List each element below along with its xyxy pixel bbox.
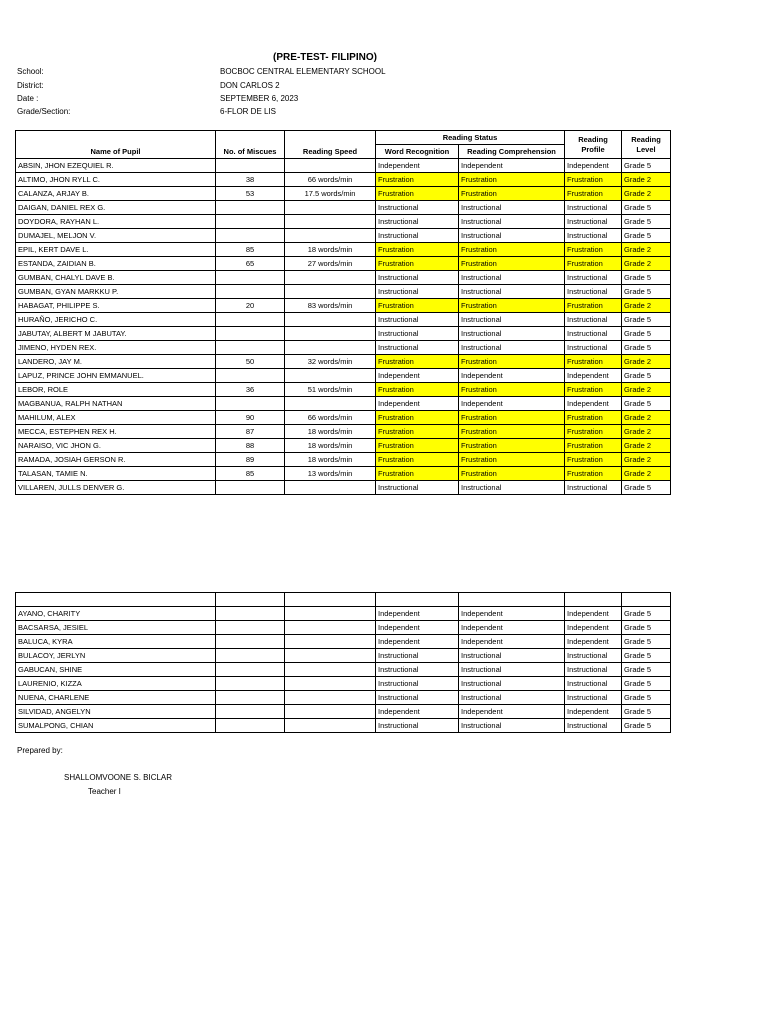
pupil-name-cell: CALANZA, ARJAY B. (16, 187, 216, 201)
reading-level-cell: Grade 2 (622, 453, 671, 467)
reading-level-cell: Grade 2 (622, 425, 671, 439)
reading-profile-cell: Instructional (565, 481, 622, 495)
table-row (16, 159, 671, 173)
table-row (16, 271, 671, 285)
reading-level-cell: Grade 5 (622, 719, 671, 733)
reading-comprehension-cell: Independent (459, 635, 565, 649)
reading-profile-cell: Instructional (565, 229, 622, 243)
reading-comprehension-cell: Independent (459, 621, 565, 635)
miscues-cell: 89 (216, 453, 285, 467)
pupil-name-cell: AYANO, CHARITY (16, 607, 216, 621)
word-recognition-cell: Instructional (376, 313, 459, 327)
pupil-name-cell: VILLAREN, JULLS DENVER G. (16, 481, 216, 495)
pupil-name-cell: MAGBANUA, RALPH NATHAN (16, 397, 216, 411)
reading-profile-cell: Instructional (565, 719, 622, 733)
table-row (16, 621, 671, 635)
reading-results-table-2 (15, 592, 671, 733)
reading-speed-cell (285, 397, 376, 411)
miscues-cell (216, 341, 285, 355)
header-reading-comprehension: Reading Comprehension (459, 145, 565, 159)
reading-speed-cell (285, 677, 376, 691)
reading-level-cell: Grade 2 (622, 355, 671, 369)
header-name: Name of Pupil (16, 131, 216, 159)
miscues-cell (216, 705, 285, 719)
pupil-name-cell: BULACOY, JERLYN (16, 649, 216, 663)
signatory-role: Teacher I (88, 787, 121, 796)
miscues-cell (216, 691, 285, 705)
reading-comprehension-cell: Instructional (459, 271, 565, 285)
reading-profile-cell: Independent (565, 159, 622, 173)
miscues-cell: 85 (216, 243, 285, 257)
reading-profile-cell: Instructional (565, 271, 622, 285)
reading-comprehension-cell: Frustration (459, 383, 565, 397)
reading-level-cell: Grade 5 (622, 327, 671, 341)
reading-profile-cell: Frustration (565, 243, 622, 257)
reading-speed-cell: 51 words/min (285, 383, 376, 397)
reading-profile-cell: Independent (565, 607, 622, 621)
reading-comprehension-cell: Instructional (459, 663, 565, 677)
pupil-name-cell: LEBOR, ROLE (16, 383, 216, 397)
pupil-name-cell: SILVIDAD, ANGELYN (16, 705, 216, 719)
reading-level-cell: Grade 5 (622, 677, 671, 691)
reading-speed-cell (285, 649, 376, 663)
reading-speed-cell (285, 719, 376, 733)
reading-speed-cell (285, 663, 376, 677)
signatory-name: SHALLOMVOONE S. BICLAR (64, 773, 173, 782)
reading-level-cell: Grade 5 (622, 705, 671, 719)
table-row (16, 341, 671, 355)
reading-level-cell: Grade 5 (622, 607, 671, 621)
district-value: DON CARLOS 2 (220, 81, 280, 90)
pupil-name-cell: GUMBAN, CHALYL DAVE B. (16, 271, 216, 285)
reading-level-cell: Grade 2 (622, 299, 671, 313)
pupil-name-cell: NUENA, CHARLENE (16, 691, 216, 705)
pupil-name-cell: JIMENO, HYDEN REX. (16, 341, 216, 355)
pupil-name-cell: BALUCA, KYRA (16, 635, 216, 649)
table-row (16, 355, 671, 369)
miscues-cell (216, 215, 285, 229)
word-recognition-cell: Instructional (376, 327, 459, 341)
miscues-cell: 90 (216, 411, 285, 425)
miscues-cell (216, 229, 285, 243)
reading-profile-cell: Frustration (565, 187, 622, 201)
reading-comprehension-cell: Frustration (459, 243, 565, 257)
reading-level-cell: Grade 2 (622, 383, 671, 397)
miscues-cell: 87 (216, 425, 285, 439)
reading-level-cell: Grade 5 (622, 271, 671, 285)
word-recognition-cell: Frustration (376, 173, 459, 187)
reading-speed-cell: 18 words/min (285, 439, 376, 453)
reading-comprehension-cell: Frustration (459, 299, 565, 313)
miscues-cell (216, 621, 285, 635)
reading-comprehension-cell: Instructional (459, 201, 565, 215)
table-row (16, 691, 671, 705)
reading-profile-cell: Instructional (565, 341, 622, 355)
reading-speed-cell: 32 words/min (285, 355, 376, 369)
reading-level-cell: Grade 2 (622, 173, 671, 187)
reading-comprehension-cell: Instructional (459, 691, 565, 705)
word-recognition-cell: Independent (376, 705, 459, 719)
reading-speed-cell (285, 229, 376, 243)
table-row (16, 467, 671, 481)
miscues-cell (216, 201, 285, 215)
reading-speed-cell (285, 313, 376, 327)
miscues-cell (216, 649, 285, 663)
reading-level-cell: Grade 5 (622, 313, 671, 327)
grade-section-label: Grade/Section: (17, 107, 71, 116)
word-recognition-cell: Instructional (376, 663, 459, 677)
reading-profile-cell: Instructional (565, 201, 622, 215)
table-row (16, 635, 671, 649)
reading-level-cell: Grade 5 (622, 201, 671, 215)
miscues-cell (216, 285, 285, 299)
word-recognition-cell: Frustration (376, 299, 459, 313)
word-recognition-cell: Independent (376, 635, 459, 649)
miscues-cell: 65 (216, 257, 285, 271)
reading-level-cell: Grade 5 (622, 663, 671, 677)
reading-comprehension-cell: Independent (459, 159, 565, 173)
reading-profile-cell: Instructional (565, 327, 622, 341)
reading-profile-cell: Frustration (565, 355, 622, 369)
pupil-name-cell: SUMALPONG, CHIAN (16, 719, 216, 733)
word-recognition-cell: Frustration (376, 355, 459, 369)
reading-speed-cell (285, 271, 376, 285)
reading-speed-cell (285, 327, 376, 341)
table-row (16, 215, 671, 229)
reading-level-cell: Grade 5 (622, 621, 671, 635)
miscues-cell (216, 369, 285, 383)
date-value: SEPTEMBER 6, 2023 (220, 94, 299, 103)
miscues-cell (216, 481, 285, 495)
reading-results-table (15, 130, 671, 495)
table-row (16, 439, 671, 453)
pupil-name-cell: JABUTAY, ALBERT M JABUTAY. (16, 327, 216, 341)
reading-profile-cell: Frustration (565, 411, 622, 425)
word-recognition-cell: Instructional (376, 229, 459, 243)
table-row (16, 285, 671, 299)
prepared-by-label: Prepared by: (17, 746, 63, 755)
pupil-name-cell: LAPUZ, PRINCE JOHN EMMANUEL. (16, 369, 216, 383)
table-row (16, 369, 671, 383)
miscues-cell (216, 327, 285, 341)
table-row (16, 481, 671, 495)
table-row (16, 649, 671, 663)
word-recognition-cell: Frustration (376, 257, 459, 271)
miscues-cell (216, 271, 285, 285)
miscues-cell: 88 (216, 439, 285, 453)
reading-profile-cell: Instructional (565, 677, 622, 691)
reading-speed-cell (285, 691, 376, 705)
reading-comprehension-cell: Frustration (459, 439, 565, 453)
reading-profile-cell: Independent (565, 397, 622, 411)
word-recognition-cell: Instructional (376, 285, 459, 299)
table-row (16, 607, 671, 621)
reading-comprehension-cell: Frustration (459, 187, 565, 201)
reading-level-cell: Grade 2 (622, 439, 671, 453)
pupil-name-cell: MECCA, ESTEPHEN REX H. (16, 425, 216, 439)
reading-profile-cell: Independent (565, 705, 622, 719)
reading-comprehension-cell: Instructional (459, 229, 565, 243)
reading-profile-cell: Instructional (565, 215, 622, 229)
document-title: (PRE-TEST- FILIPINO) (273, 52, 377, 63)
reading-profile-cell: Instructional (565, 649, 622, 663)
word-recognition-cell: Frustration (376, 187, 459, 201)
reading-profile-cell: Frustration (565, 299, 622, 313)
header-level: Reading Level (622, 131, 671, 159)
reading-level-cell: Grade 5 (622, 481, 671, 495)
reading-level-cell: Grade 5 (622, 397, 671, 411)
reading-comprehension-cell: Independent (459, 705, 565, 719)
table-row (16, 453, 671, 467)
reading-level-cell: Grade 2 (622, 257, 671, 271)
miscues-cell: 20 (216, 299, 285, 313)
miscues-cell: 50 (216, 355, 285, 369)
reading-speed-cell (285, 481, 376, 495)
reading-profile-cell: Instructional (565, 313, 622, 327)
reading-level-cell: Grade 2 (622, 243, 671, 257)
table-row (16, 719, 671, 733)
miscues-cell (216, 159, 285, 173)
reading-comprehension-cell: Frustration (459, 467, 565, 481)
table-row (16, 411, 671, 425)
word-recognition-cell: Instructional (376, 677, 459, 691)
miscues-cell (216, 313, 285, 327)
word-recognition-cell: Frustration (376, 383, 459, 397)
reading-comprehension-cell: Frustration (459, 425, 565, 439)
reading-level-cell: Grade 5 (622, 369, 671, 383)
reading-comprehension-cell: Independent (459, 369, 565, 383)
word-recognition-cell: Instructional (376, 271, 459, 285)
pupil-name-cell: EPIL, KERT DAVE L. (16, 243, 216, 257)
reading-level-cell: Grade 5 (622, 215, 671, 229)
table-row (16, 313, 671, 327)
reading-speed-cell (285, 705, 376, 719)
reading-comprehension-cell: Instructional (459, 285, 565, 299)
blank-row (16, 593, 671, 607)
reading-profile-cell: Frustration (565, 383, 622, 397)
header-word-recognition: Word Recognition (376, 145, 459, 159)
pupil-name-cell: NARAISO, VIC JHON G. (16, 439, 216, 453)
miscues-cell: 38 (216, 173, 285, 187)
table-row (16, 299, 671, 313)
pupil-name-cell: TALASAN, TAMIE N. (16, 467, 216, 481)
pupil-name-cell: ABSIN, JHON EZEQUIEL R. (16, 159, 216, 173)
word-recognition-cell: Frustration (376, 453, 459, 467)
word-recognition-cell: Frustration (376, 467, 459, 481)
district-label: District: (17, 81, 44, 90)
reading-comprehension-cell: Instructional (459, 481, 565, 495)
reading-level-cell: Grade 5 (622, 285, 671, 299)
reading-level-cell: Grade 5 (622, 649, 671, 663)
reading-speed-cell: 18 words/min (285, 425, 376, 439)
table-row (16, 243, 671, 257)
word-recognition-cell: Instructional (376, 341, 459, 355)
reading-comprehension-cell: Instructional (459, 215, 565, 229)
header-reading-status: Reading Status (376, 131, 565, 145)
reading-profile-cell: Frustration (565, 173, 622, 187)
reading-speed-cell: 13 words/min (285, 467, 376, 481)
word-recognition-cell: Independent (376, 369, 459, 383)
school-value: BOCBOC CENTRAL ELEMENTARY SCHOOL (220, 67, 386, 76)
reading-speed-cell: 18 words/min (285, 453, 376, 467)
table-row (16, 383, 671, 397)
miscues-cell (216, 607, 285, 621)
table-row (16, 425, 671, 439)
reading-speed-cell: 27 words/min (285, 257, 376, 271)
word-recognition-cell: Instructional (376, 215, 459, 229)
reading-comprehension-cell: Independent (459, 397, 565, 411)
miscues-cell (216, 397, 285, 411)
reading-level-cell: Grade 2 (622, 467, 671, 481)
reading-speed-cell (285, 607, 376, 621)
miscues-cell: 53 (216, 187, 285, 201)
table-row (16, 187, 671, 201)
reading-level-cell: Grade 5 (622, 159, 671, 173)
reading-profile-cell: Independent (565, 369, 622, 383)
reading-profile-cell: Instructional (565, 691, 622, 705)
reading-speed-cell (285, 215, 376, 229)
table-row (16, 257, 671, 271)
reading-comprehension-cell: Instructional (459, 327, 565, 341)
school-label: School: (17, 67, 44, 76)
pupil-name-cell: ESTANDA, ZAIDIAN B. (16, 257, 216, 271)
reading-speed-cell (285, 621, 376, 635)
reading-speed-cell (285, 159, 376, 173)
pupil-name-cell: LANDERO, JAY M. (16, 355, 216, 369)
reading-comprehension-cell: Instructional (459, 677, 565, 691)
reading-profile-cell: Independent (565, 635, 622, 649)
reading-comprehension-cell: Frustration (459, 453, 565, 467)
reading-speed-cell (285, 341, 376, 355)
reading-speed-cell: 66 words/min (285, 173, 376, 187)
pupil-name-cell: DAIGAN, DANIEL REX G. (16, 201, 216, 215)
pupil-name-cell: GUMBAN, GYAN MARKKU P. (16, 285, 216, 299)
reading-speed-cell (285, 285, 376, 299)
pupil-name-cell: GABUCAN, SHINE (16, 663, 216, 677)
miscues-cell: 85 (216, 467, 285, 481)
word-recognition-cell: Independent (376, 397, 459, 411)
reading-speed-cell: 18 words/min (285, 243, 376, 257)
reading-level-cell: Grade 2 (622, 411, 671, 425)
reading-comprehension-cell: Independent (459, 607, 565, 621)
pupil-name-cell: ALTIMO, JHON RYLL C. (16, 173, 216, 187)
reading-comprehension-cell: Frustration (459, 173, 565, 187)
word-recognition-cell: Frustration (376, 439, 459, 453)
header-miscues: No. of Miscues (216, 131, 285, 159)
pupil-name-cell: HABAGAT, PHILIPPE S. (16, 299, 216, 313)
word-recognition-cell: Instructional (376, 719, 459, 733)
reading-comprehension-cell: Instructional (459, 341, 565, 355)
pupil-name-cell: HURAÑO, JERICHO C. (16, 313, 216, 327)
reading-comprehension-cell: Instructional (459, 649, 565, 663)
word-recognition-cell: Independent (376, 607, 459, 621)
pupil-name-cell: LAURENIO, KIZZA (16, 677, 216, 691)
reading-level-cell: Grade 2 (622, 187, 671, 201)
table-row (16, 327, 671, 341)
reading-level-cell: Grade 5 (622, 635, 671, 649)
grade-section-value: 6-FLOR DE LIS (220, 107, 277, 116)
reading-profile-cell: Frustration (565, 425, 622, 439)
miscues-cell (216, 719, 285, 733)
reading-speed-cell (285, 635, 376, 649)
pupil-name-cell: MAHILUM, ALEX (16, 411, 216, 425)
table-row (16, 201, 671, 215)
reading-speed-cell: 83 words/min (285, 299, 376, 313)
word-recognition-cell: Instructional (376, 481, 459, 495)
reading-profile-cell: Frustration (565, 257, 622, 271)
word-recognition-cell: Independent (376, 159, 459, 173)
reading-speed-cell: 66 words/min (285, 411, 376, 425)
reading-level-cell: Grade 5 (622, 229, 671, 243)
header-speed: Reading Speed (285, 131, 376, 159)
table-row (16, 705, 671, 719)
reading-profile-cell: Frustration (565, 467, 622, 481)
word-recognition-cell: Instructional (376, 691, 459, 705)
pupil-name-cell: DOYDORA, RAYHAN L. (16, 215, 216, 229)
table-row (16, 173, 671, 187)
reading-profile-cell: Frustration (565, 439, 622, 453)
reading-profile-cell: Instructional (565, 285, 622, 299)
word-recognition-cell: Independent (376, 621, 459, 635)
reading-speed-cell (285, 369, 376, 383)
miscues-cell (216, 635, 285, 649)
reading-speed-cell: 17.5 words/min (285, 187, 376, 201)
pupil-name-cell: DUMAJEL, MELJON V. (16, 229, 216, 243)
reading-comprehension-cell: Instructional (459, 313, 565, 327)
reading-comprehension-cell: Instructional (459, 719, 565, 733)
reading-comprehension-cell: Frustration (459, 411, 565, 425)
reading-speed-cell (285, 201, 376, 215)
miscues-cell: 36 (216, 383, 285, 397)
table-row (16, 397, 671, 411)
reading-profile-cell: Instructional (565, 663, 622, 677)
word-recognition-cell: Frustration (376, 243, 459, 257)
reading-profile-cell: Frustration (565, 453, 622, 467)
miscues-cell (216, 663, 285, 677)
word-recognition-cell: Frustration (376, 411, 459, 425)
reading-profile-cell: Independent (565, 621, 622, 635)
reading-level-cell: Grade 5 (622, 691, 671, 705)
word-recognition-cell: Frustration (376, 425, 459, 439)
table-row (16, 663, 671, 677)
table-row (16, 229, 671, 243)
pupil-name-cell: RAMADA, JOSIAH GERSON R. (16, 453, 216, 467)
header-profile: Reading Profile (565, 131, 622, 159)
reading-comprehension-cell: Frustration (459, 355, 565, 369)
reading-level-cell: Grade 5 (622, 341, 671, 355)
word-recognition-cell: Instructional (376, 201, 459, 215)
reading-comprehension-cell: Frustration (459, 257, 565, 271)
date-label: Date : (17, 94, 39, 103)
miscues-cell (216, 677, 285, 691)
word-recognition-cell: Instructional (376, 649, 459, 663)
pupil-name-cell: BACSARSA, JESIEL (16, 621, 216, 635)
table-row (16, 677, 671, 691)
